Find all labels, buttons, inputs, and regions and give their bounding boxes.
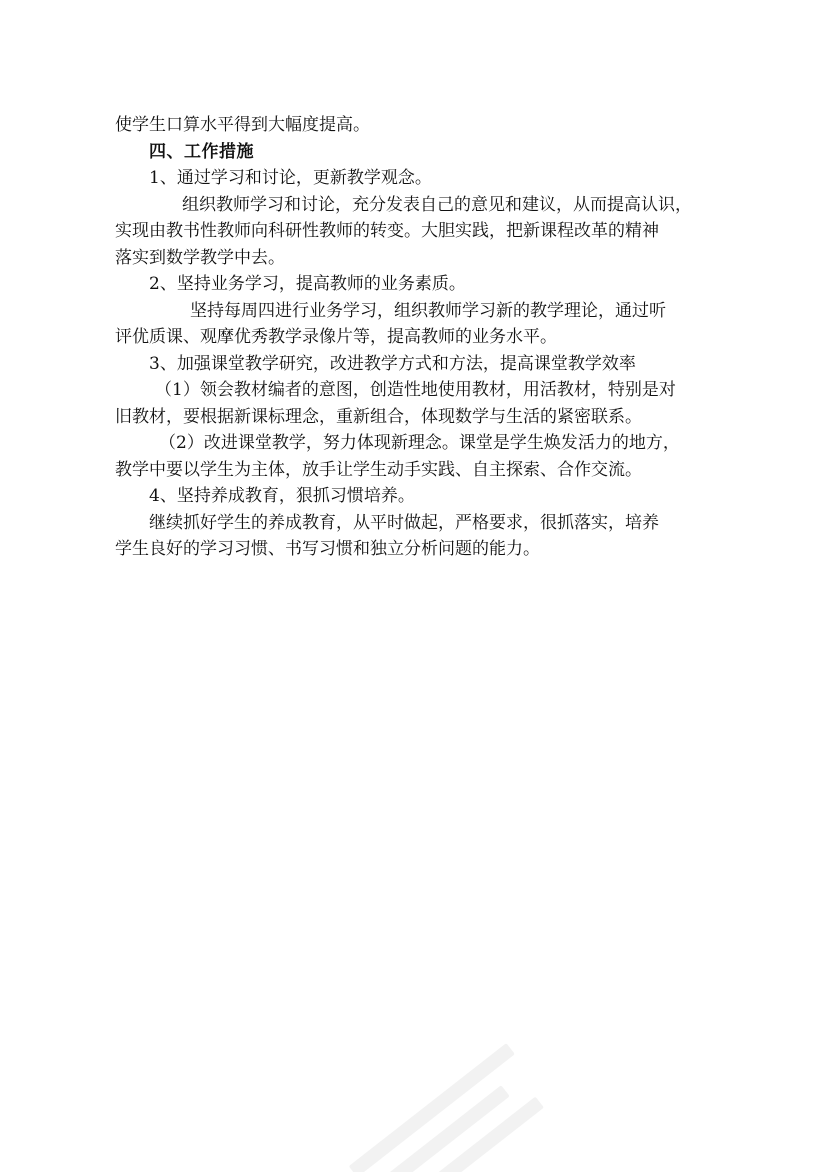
paragraph-line: （2）改进课堂教学，努力体现新理念。课堂是学生焕发活力的地方， — [159, 433, 680, 453]
subheading-item-1: 1、通过学习和讨论，更新教学观念。 — [149, 168, 432, 188]
paragraph-line: 继续抓好学生的养成教育，从平时做起，严格要求，很抓落实，培养 — [149, 512, 659, 533]
section-heading: 四、工作措施 — [149, 141, 254, 162]
document-body — [115, 112, 745, 563]
paragraph-line: 实现由教书性教师向科研性教师的转变。大胆实践，把新课程改革的精神 — [115, 221, 659, 241]
paragraph-line: 坚持每周四进行业务学习，组织教师学习新的教学理论，通过听 — [190, 300, 666, 321]
paragraph-line: （1）领会教材编者的意图，创造性地使用教材，用活教材，特别是对 — [155, 380, 676, 400]
paragraph-line: 学生良好的学习习惯、书写习惯和独立分析问题的能力。 — [115, 539, 540, 559]
subheading-item-2: 2、坚持业务学习，提高教师的业务素质。 — [149, 274, 466, 294]
watermark-logo — [321, 1003, 600, 1172]
paragraph-line: 使学生口算水平得到大幅度提高。 — [115, 115, 370, 135]
paragraph-line: 组织教师学习和讨论，充分发表自己的意见和建议，从而提高认识， — [182, 194, 692, 215]
paragraph-line: 落实到数学教学中去。 — [115, 247, 285, 268]
subheading-item-3: 3、加强课堂教学研究，改进教学方式和方法，提高课堂教学效率 — [149, 353, 636, 374]
paragraph-line: 评优质课、观摩优秀教学录像片等，提高教师的业务水平。 — [115, 327, 557, 347]
subheading-item-4: 4、坚持养成教育，狠抓习惯培养。 — [149, 486, 415, 506]
paragraph-line: 教学中要以学生为主体，放手让学生动手实践、自主探索、合作交流。 — [115, 459, 642, 480]
paragraph-line: 旧教材，要根据新课标理念，重新组合，体现数学与生活的紧密联系。 — [115, 406, 642, 427]
